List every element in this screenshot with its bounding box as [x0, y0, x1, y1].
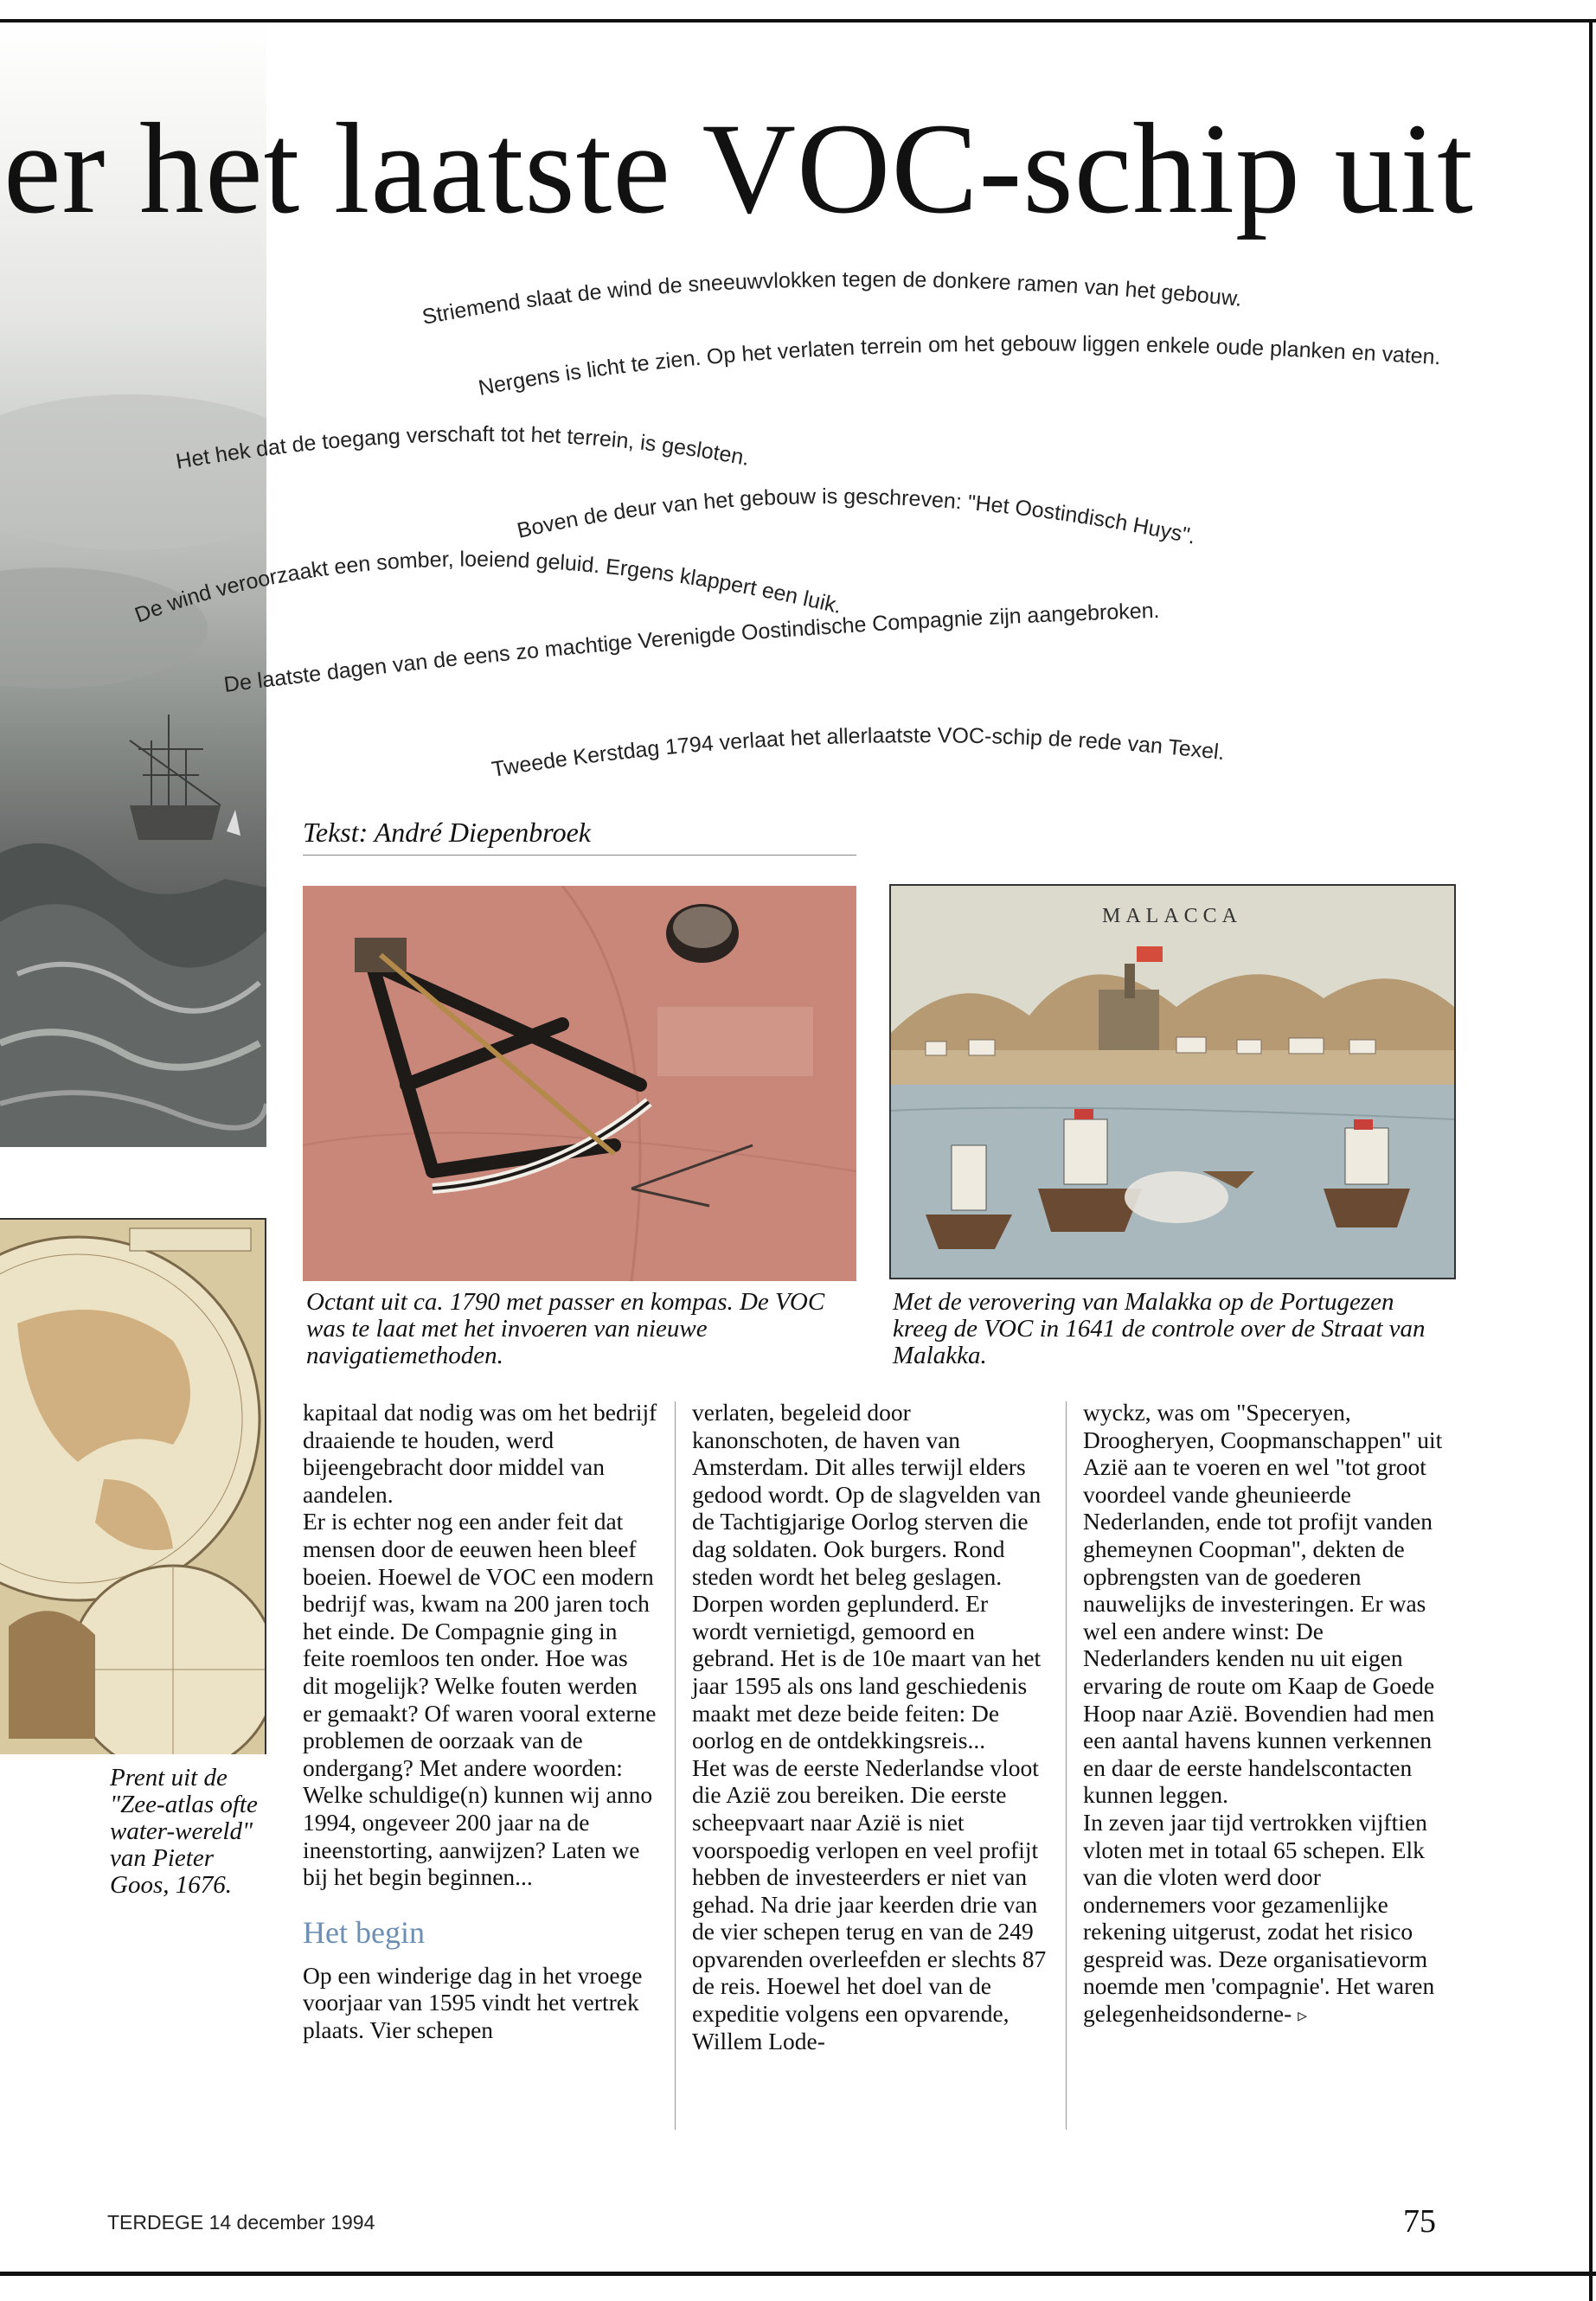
body-paragraph: wyckz, was om "Speceryen, Droogheryen, Coopmanschappen" uit Azië aan te voeren en wel "tot groot voordeel vande gheunieerde Nederlanden, ende tot profijt vanden ghemeynen Coopman", dekten de opbrengsten van de goederen nauwelijks de investeringen. Er was wel een andere winst: De Nederlanders kenden nu uit eigen ervaring de route om Kaap de Goede Hoop naar Azië. Bovendien had men een aantal havens kunnen verkennen en daar de eerste handelscontacten kunnen leggen.	[1083, 1399, 1443, 1809]
body-paragraph: Het was de eerste Nederlandse vloot die Azië zou bereiken. Die eerste scheepvaart naar Azië is niet voorspoedig verlopen en veel profijt hebben de investeerders er niet van gehad. Na drie jaar keerden drie van de vier schepen terug en van de 249 opvarenden overleefden er slechts 87 de reis. Hoewel het doel van de expeditie volgens een opvarende, Willem Lode-	[692, 1753, 1047, 2054]
article-headline: er het laatste VOC-schip uit	[3, 97, 1474, 240]
intro-line-3: Het hek dat de toegang verschaft tot het terrein, is gesloten.	[174, 421, 752, 474]
page-frame-bottom	[0, 2272, 1596, 2276]
intro-line-4: Boven de deur van het gebouw is geschreven: "Het Oostindisch Huys".	[515, 484, 1198, 549]
body-column-2	[692, 1399, 1047, 2054]
column-divider	[675, 1401, 676, 2130]
intro-line-6: De laatste dagen van de eens zo machtige Verenigde Oostindische Compagnie zijn aangebroken.	[222, 598, 1160, 697]
malacca-label: MALACCA	[1101, 905, 1243, 927]
body-column-1	[303, 1399, 657, 2043]
body-paragraph: Op een winderige dag in het vroege voorjaar van 1595 vindt het vertrek plaats. Vier schepen	[303, 1961, 643, 2043]
continue-arrow-icon: ▹	[1298, 2004, 1308, 2027]
world-map-picture	[0, 1220, 265, 1754]
atlas-illustration	[0, 1218, 266, 1754]
intro-line-7: Tweede Kerstdag 1794 verlaat het allerlaatste VOC-schip de rede van Texel.	[490, 723, 1227, 782]
body-paragraph: verlaten, begeleid door kanonschoten, de haven van Amsterdam. Dit alles terwijl elders gedood wordt. Op de slagvelden van de Tachtigjarige Oorlog sterven die dag soldaten. Ook burgers. Rond steden wordt het beleg geslagen. Dorpen worden geplunderd. Er wordt vernietigd, gemoord en gebrand. Het is de 10e maart van het jaar 1595 als ons land geschiedenis maakt met deze beide feiten: De oorlog en de ontdekkingsreis...	[692, 1399, 1042, 1754]
page-number: 75	[1403, 2203, 1436, 2240]
byline-divider	[303, 855, 856, 856]
body-paragraph: kapitaal dat nodig was om het bedrijf draaiende te houden, werd bijeengebracht door middel van aandelen.	[303, 1399, 657, 1508]
intro-line-1: Striemend slaat de wind de sneeuwvlokken tegen de donkere ramen van het gebouw.	[420, 267, 1243, 330]
body-column-3	[1083, 1399, 1446, 2029]
malacca-illustration	[889, 884, 1456, 1279]
body-paragraph: Er is echter nog een ander feit dat mensen door de eeuwen heen bleef boeien. Hoewel de VOC een modern bedrijf was, kwam na 200 jaren toch het einde. De Compagnie ging in feite roemloos ten onder. Hoe was dit mogelijk? Welke fouten werden er gemaakt? Of waren vooral externe problemen de oorzaak van de ondergang? Met andere woorden: Welke schuldige(n) kunnen wij anno 1994, ongeveer 200 jaar na de ineenstorting, aanwijzen? Laten we bij het begin beginnen...	[303, 1508, 657, 1891]
octant-caption: Octant uit ca. 1790 met passer en kompas. De VOC was te laat met het invoeren van nieuwe navigatiemethoden.	[306, 1288, 825, 1369]
malacca-harbor-picture	[891, 886, 1454, 1278]
author-byline: Tekst: André Diepenbroek	[303, 817, 591, 848]
atlas-caption: Prent uit de "Zee-atlas ofte water-wereld" van Pieter Goos, 1676.	[110, 1764, 258, 1899]
malacca-caption: Met de verovering van Malakka op de Portugezen kreeg de VOC in 1641 de controle over de Straat van Malakka.	[893, 1288, 1426, 1369]
body-paragraph	[1083, 1809, 1446, 2029]
octant-illustration	[303, 886, 856, 1281]
column-divider	[1066, 1401, 1067, 2130]
body-text: In zeven jaar tijd vertrokken vijftien vloten met in totaal 65 schepen. Elk van die vloten werd door ondernemers voor gezamenlijke rekening uitgerust, zodat het risico gespreid was. Deze organisatievorm noemde men 'compagnie'. Het waren gelegenheidsonderne-	[1083, 1808, 1435, 2028]
publication-footer: TERDEGE 14 december 1994	[107, 2211, 375, 2234]
octant-photo	[303, 886, 856, 1281]
intro-line-2: Nergens is licht te zien. Op het verlaten terrein om het gebouw liggen enkele oude planken en vaten.	[476, 331, 1442, 401]
intro-curved-text	[0, 0, 1596, 830]
intro-line-5: De wind veroorzaakt een somber, loeiend geluid. Ergens klappert een luik.	[131, 547, 844, 628]
section-subheading: Het begin	[303, 1914, 425, 1950]
